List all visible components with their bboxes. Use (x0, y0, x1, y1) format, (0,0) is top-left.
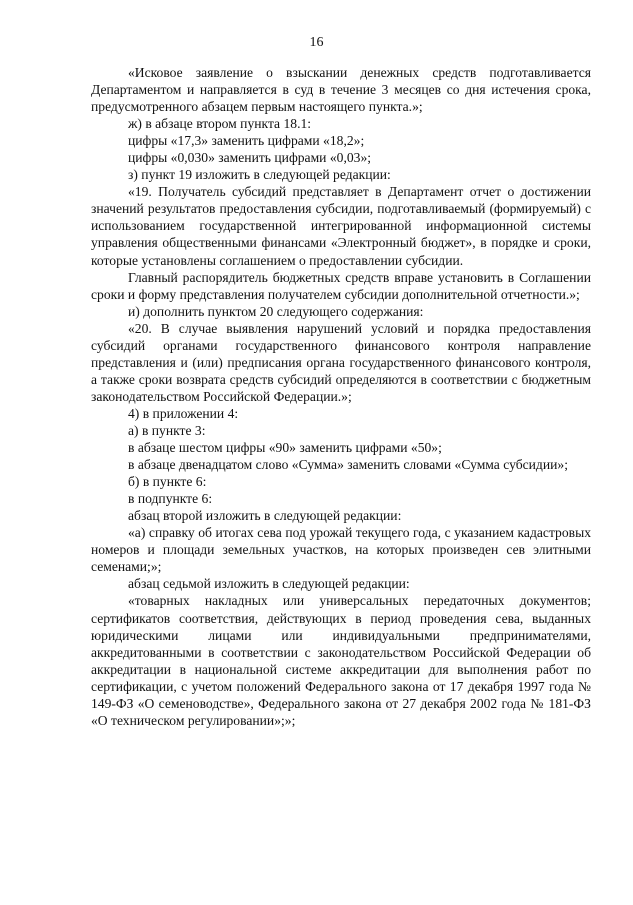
paragraph: в абзаце шестом цифры «90» заменить цифрами «50»; (128, 440, 442, 456)
paragraph: «товарных накладных или универсальных передаточных документов; сертификатов соответствия, действующих в период проведения сева, выданных юридическими лицами или индивидуальными предпринимателями, аккредитованными в соответствии с законодательством Российской Федерации об аккредитации в национальной системе аккредитации для выполнения работ по сертификации, с учетом положений Федерального закона от 17 декабря 1997 года № 149-ФЗ «О семеноводстве», Федерального закона от 27 декабря 2002 года № 181-ФЗ «О техническом регулировании»;»; (91, 593, 591, 728)
paragraph: б) в пункте 6: (128, 474, 207, 490)
paragraph: ж) в абзаце втором пункта 18.1: (128, 116, 312, 132)
paragraph: абзац седьмой изложить в следующей редакции: (128, 576, 410, 592)
paragraph: в абзаце двенадцатом слово «Сумма» заменить словами «Сумма субсидии»; (128, 457, 568, 473)
paragraph: «19. Получатель субсидий представляет в Департамент отчет о достижении значений результатов предоставления субсидии, подготавливаемый (формируемый) с использованием государственной интегрированной информационной системы управления общественными финансами «Электронный бюджет», в порядке и сроки, которые установлены соглашением о предоставлении субсидии. (91, 184, 591, 268)
paragraph: Главный распорядитель бюджетных средств вправе установить в Соглашении сроки и форму представления получателем субсидии дополнительной отчетности.»; (91, 269, 591, 302)
page-number: 16 (309, 35, 324, 50)
paragraph: цифры «0,030» заменить цифрами «0,03»; (128, 150, 372, 166)
paragraph: «Исковое заявление о взыскании денежных средств подготавливается Департаментом и направляется в суд в течение 3 месяцев со дня истечения срока, предусмотренного абзацем первым настоящего пункта.»; (91, 65, 591, 115)
paragraph: з) пункт 19 изложить в следующей редакции: (128, 167, 391, 183)
paragraph: а) в пункте 3: (128, 422, 206, 438)
paragraph: «20. В случае выявления нарушений условий и порядка предоставления субсидий органами государственного финансового контроля направление представления и (или) предписания органа государственного финансового контроля, а также сроки возврата средств субсидий определяются в соответствии с бюджетным законодательством Российской Федерации.»; (91, 320, 591, 404)
paragraph: и) дополнить пунктом 20 следующего содержания: (128, 303, 424, 319)
document-body (91, 64, 591, 729)
paragraph: цифры «17,3» заменить цифрами «18,2»; (128, 133, 365, 149)
paragraph: 4) в приложении 4: (128, 405, 239, 421)
paragraph: в подпункте 6: (128, 491, 213, 507)
paragraph: «а) справку об итогах сева под урожай текущего года, с указанием кадастровых номеров и площади земельных участков, на которых произведен сев элитными семенами;»; (91, 525, 591, 575)
paragraph: абзац второй изложить в следующей редакции: (128, 508, 402, 524)
